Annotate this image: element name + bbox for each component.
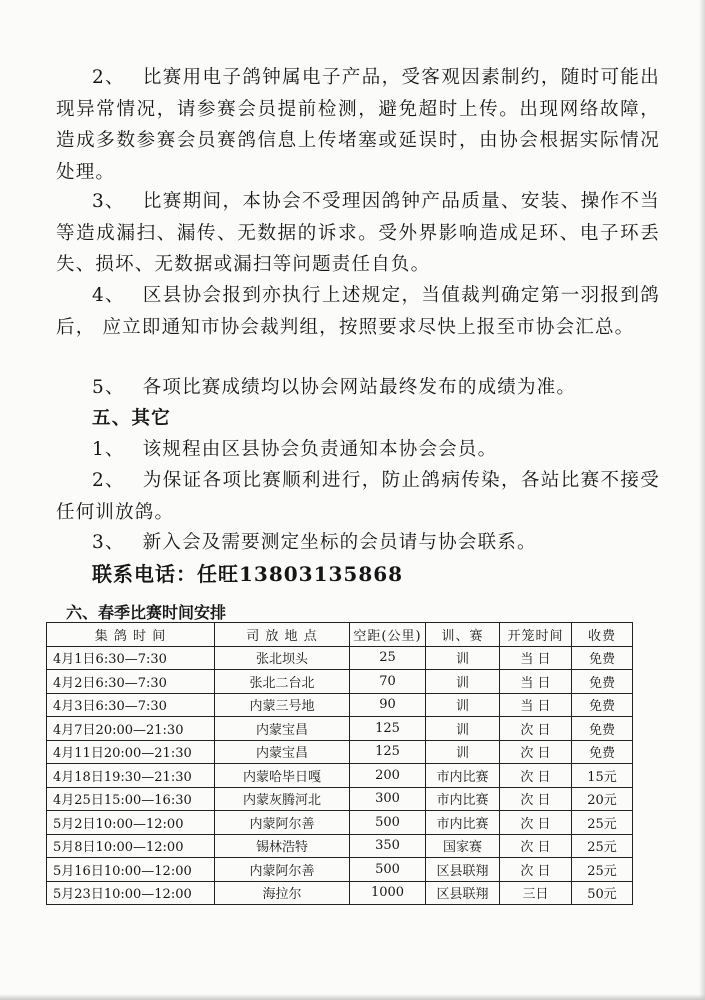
scan-edge-shadow bbox=[699, 0, 705, 1000]
column-header: 司 放 地 点 bbox=[215, 623, 350, 647]
table-cell: 500 bbox=[350, 858, 426, 882]
column-header: 开笼时间 bbox=[500, 623, 572, 647]
other-item-1 bbox=[56, 434, 660, 466]
table-cell: 免费 bbox=[572, 717, 633, 741]
scan-bottom-shadow bbox=[0, 994, 705, 1000]
column-header: 集 鸽 时 间 bbox=[47, 623, 215, 647]
table-row bbox=[47, 811, 633, 835]
table-body bbox=[47, 646, 633, 905]
column-header: 空距(公里) bbox=[350, 623, 426, 647]
table-cell: 次 日 bbox=[500, 811, 572, 835]
table-cell: 国家赛 bbox=[426, 834, 500, 858]
table-row bbox=[47, 646, 633, 670]
paragraph-text: 各项比赛成绩均以协会网站最终发布的成绩为准。 bbox=[142, 377, 577, 398]
paragraph-text: 比赛用电子鸽钟属电子产品，受客观因素制约，随时可能出现异常情况，请参赛会员提前检测，避免超时上传。出现网络故障， 造成多数参赛会员赛鸽信息上传堵塞或延误时，由协会根据实际情况处理。 bbox=[56, 67, 660, 183]
table-cell: 市内比赛 bbox=[426, 787, 500, 811]
table-cell: 内蒙哈毕日嘎 bbox=[215, 764, 350, 788]
table-row bbox=[47, 693, 633, 717]
table-cell: 次 日 bbox=[500, 717, 572, 741]
table-cell: 4月2日6:30—7:30 bbox=[47, 670, 215, 694]
table-cell: 4月11日20:00—21:30 bbox=[47, 740, 215, 764]
table-cell: 次 日 bbox=[500, 858, 572, 882]
table-cell: 90 bbox=[350, 693, 426, 717]
table-row bbox=[47, 740, 633, 764]
table-cell: 4月7日20:00—21:30 bbox=[47, 717, 215, 741]
paragraph-text: 该规程由区县协会负责通知本协会会员。 bbox=[142, 439, 498, 460]
table-cell: 免费 bbox=[572, 740, 633, 764]
paragraph-4 bbox=[56, 280, 660, 343]
table-row bbox=[47, 858, 633, 882]
table-cell: 次 日 bbox=[500, 764, 572, 788]
table-cell: 25元 bbox=[572, 834, 633, 858]
table-cell: 25 bbox=[350, 646, 426, 670]
table-cell: 次 日 bbox=[500, 740, 572, 764]
table-cell: 70 bbox=[350, 670, 426, 694]
table-cell: 15元 bbox=[572, 764, 633, 788]
schedule-table bbox=[46, 622, 633, 905]
table-cell: 当 日 bbox=[500, 670, 572, 694]
table-cell: 5月2日10:00—12:00 bbox=[47, 811, 215, 835]
section-five-title: 五、其它 bbox=[92, 408, 171, 429]
table-cell: 50元 bbox=[572, 881, 633, 905]
table-cell: 5月8日10:00—12:00 bbox=[47, 834, 215, 858]
paragraph-number: 2、 bbox=[92, 470, 125, 491]
schedule-title: 六、春季比赛时间安排 bbox=[66, 603, 227, 622]
table-cell: 免费 bbox=[572, 670, 633, 694]
table-cell: 200 bbox=[350, 764, 426, 788]
table-cell: 1000 bbox=[350, 881, 426, 905]
table-cell: 4月18日19:30—21:30 bbox=[47, 764, 215, 788]
table-cell: 500 bbox=[350, 811, 426, 835]
table-cell: 次 日 bbox=[500, 787, 572, 811]
table-cell: 三日 bbox=[500, 881, 572, 905]
table-cell: 25元 bbox=[572, 811, 633, 835]
table-cell: 训 bbox=[426, 693, 500, 717]
table-row bbox=[47, 834, 633, 858]
table-cell: 训 bbox=[426, 740, 500, 764]
table-cell: 训 bbox=[426, 717, 500, 741]
table-cell: 免费 bbox=[572, 646, 633, 670]
table-cell: 20元 bbox=[572, 787, 633, 811]
table-cell: 内蒙宝昌 bbox=[215, 740, 350, 764]
table-cell: 25元 bbox=[572, 858, 633, 882]
table-row bbox=[47, 717, 633, 741]
table-row bbox=[47, 787, 633, 811]
table-row bbox=[47, 881, 633, 905]
contact-phone: 联系电话：任旺13803135868 bbox=[92, 562, 404, 586]
table-cell: 4月3日6:30—7:30 bbox=[47, 693, 215, 717]
paragraph-text: 区县协会报到亦执行上述规定，当值裁判确定第一羽报到鸽后， 应立即通知市协会裁判组，按照要求尽快上报至市协会汇总。 bbox=[56, 285, 660, 338]
table-cell: 张北坝头 bbox=[215, 646, 350, 670]
other-item-3 bbox=[56, 527, 660, 559]
paragraph-number: 1、 bbox=[92, 439, 125, 460]
table-cell: 训 bbox=[426, 670, 500, 694]
table-row bbox=[47, 764, 633, 788]
table-cell: 350 bbox=[350, 834, 426, 858]
table-cell: 5月16日10:00—12:00 bbox=[47, 858, 215, 882]
column-header: 收费 bbox=[572, 623, 633, 647]
table-cell: 当 日 bbox=[500, 646, 572, 670]
paragraph-number: 4、 bbox=[92, 285, 125, 306]
table-cell: 锡林浩特 bbox=[215, 834, 350, 858]
table-cell: 海拉尔 bbox=[215, 881, 350, 905]
table-cell: 内蒙灰腾河北 bbox=[215, 787, 350, 811]
table-header-row bbox=[47, 623, 633, 647]
column-header: 训、赛 bbox=[426, 623, 500, 647]
table-cell: 内蒙阿尔善 bbox=[215, 811, 350, 835]
paragraph-2 bbox=[56, 62, 660, 188]
table-cell: 内蒙三号地 bbox=[215, 693, 350, 717]
table-cell: 5月23日10:00—12:00 bbox=[47, 881, 215, 905]
table-cell: 125 bbox=[350, 740, 426, 764]
table-cell: 训 bbox=[426, 646, 500, 670]
table-cell: 免费 bbox=[572, 693, 633, 717]
paragraph-3 bbox=[56, 186, 660, 281]
table-cell: 内蒙宝昌 bbox=[215, 717, 350, 741]
table-cell: 区县联翔 bbox=[426, 881, 500, 905]
paragraph-5 bbox=[56, 372, 660, 404]
table-cell: 张北二台北 bbox=[215, 670, 350, 694]
paragraph-number: 5、 bbox=[92, 377, 125, 398]
other-item-2 bbox=[56, 465, 660, 528]
table-row bbox=[47, 670, 633, 694]
table-cell: 区县联翔 bbox=[426, 858, 500, 882]
paragraph-number: 3、 bbox=[92, 532, 125, 553]
table-cell: 4月1日6:30—7:30 bbox=[47, 646, 215, 670]
table-cell: 当 日 bbox=[500, 693, 572, 717]
paragraph-text: 新入会及需要测定坐标的会员请与协会联系。 bbox=[142, 532, 537, 553]
table-cell: 市内比赛 bbox=[426, 811, 500, 835]
paragraph-number: 2、 bbox=[92, 67, 125, 88]
table-cell: 次 日 bbox=[500, 834, 572, 858]
table-cell: 4月25日15:00—16:30 bbox=[47, 787, 215, 811]
paragraph-text: 为保证各项比赛顺利进行，防止鸽病传染，各站比赛不接受任何训放鸽。 bbox=[56, 470, 660, 523]
table-cell: 300 bbox=[350, 787, 426, 811]
paragraph-text: 比赛期间，本协会不受理因鸽钟产品质量、安装、操作不当等造成漏扫、漏传、无数据的诉求。受外界影响造成足环、电子环丢失、损坏、无数据或漏扫等问题责任自负。 bbox=[56, 191, 660, 275]
table-cell: 内蒙阿尔善 bbox=[215, 858, 350, 882]
table-cell: 市内比赛 bbox=[426, 764, 500, 788]
table-cell: 125 bbox=[350, 717, 426, 741]
paragraph-number: 3、 bbox=[92, 191, 125, 212]
